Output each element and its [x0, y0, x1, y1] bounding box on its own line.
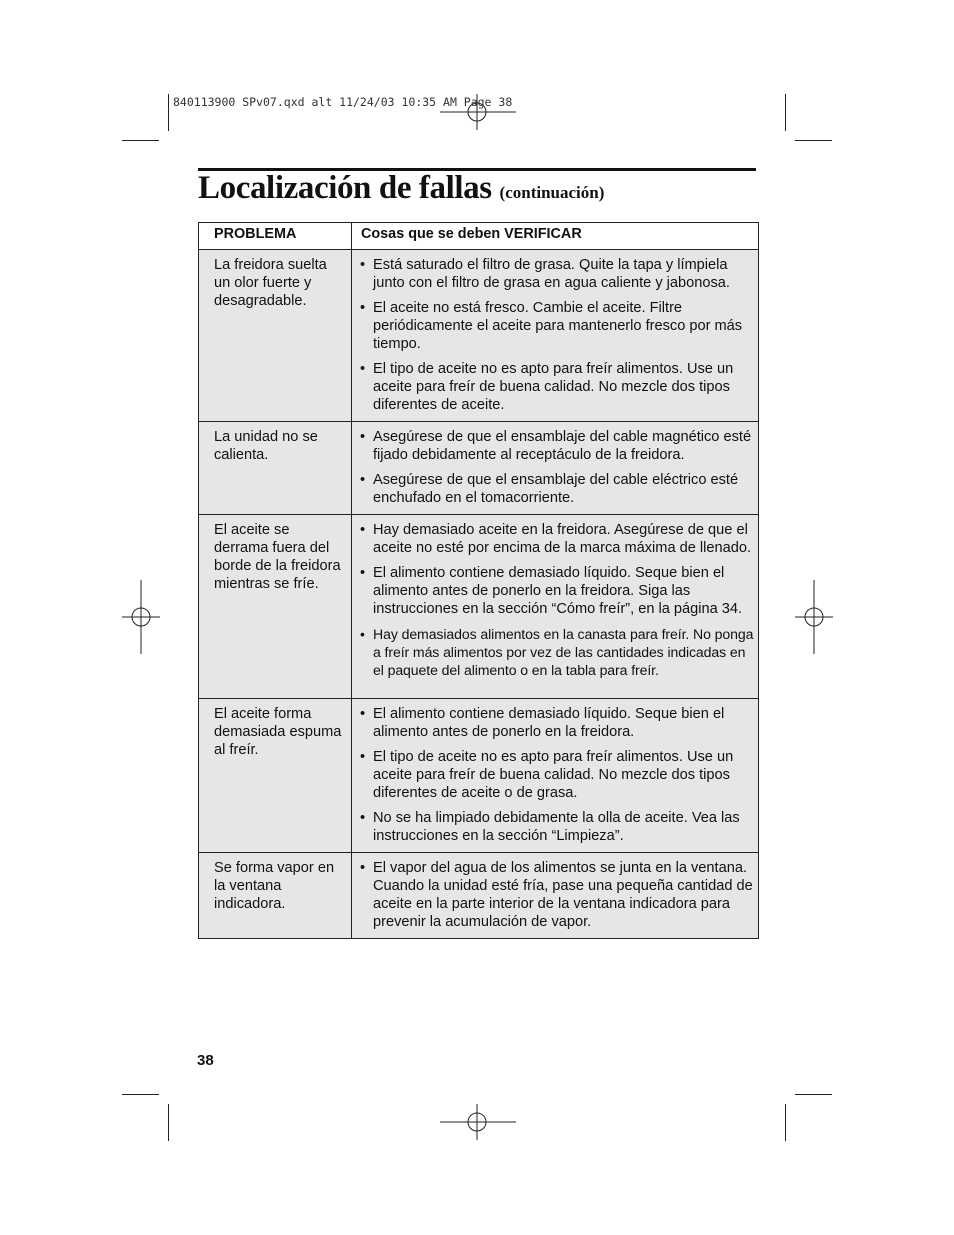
checks-list: [360, 256, 754, 414]
check-item: [360, 299, 754, 353]
bullet-icon: •: [360, 429, 366, 445]
crop-mark: [785, 94, 786, 131]
check-item: [360, 428, 754, 464]
check-text: Está saturado el filtro de grasa. Quite la tapa y límpiela junto con el filtro de grasa en agua caliente y jabonosa.: [373, 257, 730, 291]
registration-mark-right: [795, 580, 833, 654]
crop-mark: [795, 1094, 832, 1095]
table-header-row: [199, 223, 759, 250]
problem-cell: Se forma vapor en la ventana indicadora.: [199, 853, 352, 939]
check-item: [360, 748, 754, 802]
bullet-icon: •: [360, 626, 365, 642]
check-text: El vapor del agua de los alimentos se junta en la ventana. Cuando la unidad esté fría, pase una pequeña cantidad de aceite en la parte interior de la ventana indicadora para prevenir la acumulación de vapor.: [373, 860, 753, 930]
table-row: [199, 699, 759, 853]
check-text: El tipo de aceite no es apto para freír alimentos. Use un aceite para freír de buena calidad. No mezcle dos tipos diferentes de aceite o de grasa.: [373, 749, 734, 801]
check-text: El alimento contiene demasiado líquido. Seque bien el alimento antes de ponerlo en la freidora.: [373, 706, 725, 740]
bullet-icon: •: [360, 300, 366, 316]
header-checks: Cosas que se deben VERIFICAR: [352, 223, 759, 250]
table-row: [199, 422, 759, 515]
crop-mark: [168, 94, 169, 131]
problem-cell: La freidora suelta un olor fuerte y desagradable.: [199, 250, 352, 422]
page-number: 38: [197, 1052, 214, 1069]
checks-cell: [352, 699, 759, 853]
page-title: [198, 168, 604, 213]
check-item: [360, 521, 754, 557]
checks-list: [360, 521, 754, 679]
check-text: Asegúrese de que el ensamblaje del cable eléctrico esté enchufado en el tomacorriente.: [373, 472, 739, 506]
crop-mark: [795, 140, 832, 141]
bullet-icon: •: [360, 810, 366, 826]
registration-mark-top: [440, 94, 516, 130]
checks-cell: [352, 422, 759, 515]
checks-list: [360, 428, 754, 507]
check-text: Hay demasiado aceite en la freidora. Asegúrese de que el aceite no esté por encima de la marca máxima de llenado.: [373, 522, 752, 556]
problem-cell: El aceite forma demasiada espuma al freír.: [199, 699, 352, 853]
registration-mark-bottom: [440, 1104, 516, 1140]
troubleshooting-table: [198, 222, 759, 939]
bullet-icon: •: [360, 565, 366, 581]
title-main: Localización de fallas: [198, 170, 492, 206]
check-text: El aceite no está fresco. Cambie el aceite. Filtre periódicamente el aceite para mantenerlo fresco por más tiempo.: [373, 300, 743, 352]
problem-cell: El aceite se derrama fuera del borde de la freidora mientras se fríe.: [199, 515, 352, 699]
table-row: [199, 515, 759, 699]
check-item: [360, 564, 754, 618]
check-item: [360, 471, 754, 507]
check-text: El tipo de aceite no es apto para freír alimentos. Use un aceite para freír de buena calidad. No mezcle dos tipos diferentes de aceite.: [373, 361, 734, 413]
bullet-icon: •: [360, 749, 366, 765]
problem-cell: La unidad no se calienta.: [199, 422, 352, 515]
checks-list: [360, 859, 754, 931]
table-row: [199, 853, 759, 939]
check-item: [360, 625, 754, 679]
print-slug: 840113900 SPv07.qxd alt 11/24/03 10:35 AM Page 38: [173, 95, 513, 109]
check-item: [360, 705, 754, 741]
bullet-icon: •: [360, 860, 366, 876]
registration-mark-left: [122, 580, 160, 654]
check-item: [360, 809, 754, 845]
bullet-icon: •: [360, 361, 366, 377]
table-row: [199, 250, 759, 422]
checks-cell: [352, 853, 759, 939]
bullet-icon: •: [360, 257, 366, 273]
crop-mark: [168, 1104, 169, 1141]
bullet-icon: •: [360, 706, 366, 722]
title-subtitle: (continuación): [499, 183, 605, 202]
header-problem: PROBLEMA: [199, 223, 352, 250]
check-text: No se ha limpiado debidamente la olla de aceite. Vea las instrucciones en la sección “Limpieza”.: [373, 810, 740, 844]
crop-mark: [785, 1104, 786, 1141]
check-text: El alimento contiene demasiado líquido. Seque bien el alimento antes de ponerlo en la freidora. Siga las instrucciones en la sección “Cómo freír”, en la página 34.: [373, 565, 743, 617]
check-text: Asegúrese de que el ensamblaje del cable magnético esté fijado debidamente al receptáculo de la freidora.: [373, 429, 752, 463]
crop-mark: [122, 140, 159, 141]
check-item: [360, 256, 754, 292]
bullet-icon: •: [360, 522, 366, 538]
check-item: [360, 360, 754, 414]
checks-list: [360, 705, 754, 845]
bullet-icon: •: [360, 472, 366, 488]
checks-cell: [352, 515, 759, 699]
checks-cell: [352, 250, 759, 422]
crop-mark: [122, 1094, 159, 1095]
check-item: [360, 859, 754, 931]
check-text: Hay demasiados alimentos en la canasta para freír. No ponga a freír más alimentos por vez de las cantidades indicadas en el paquete del alimento o en la tabla para freír.: [373, 626, 754, 678]
